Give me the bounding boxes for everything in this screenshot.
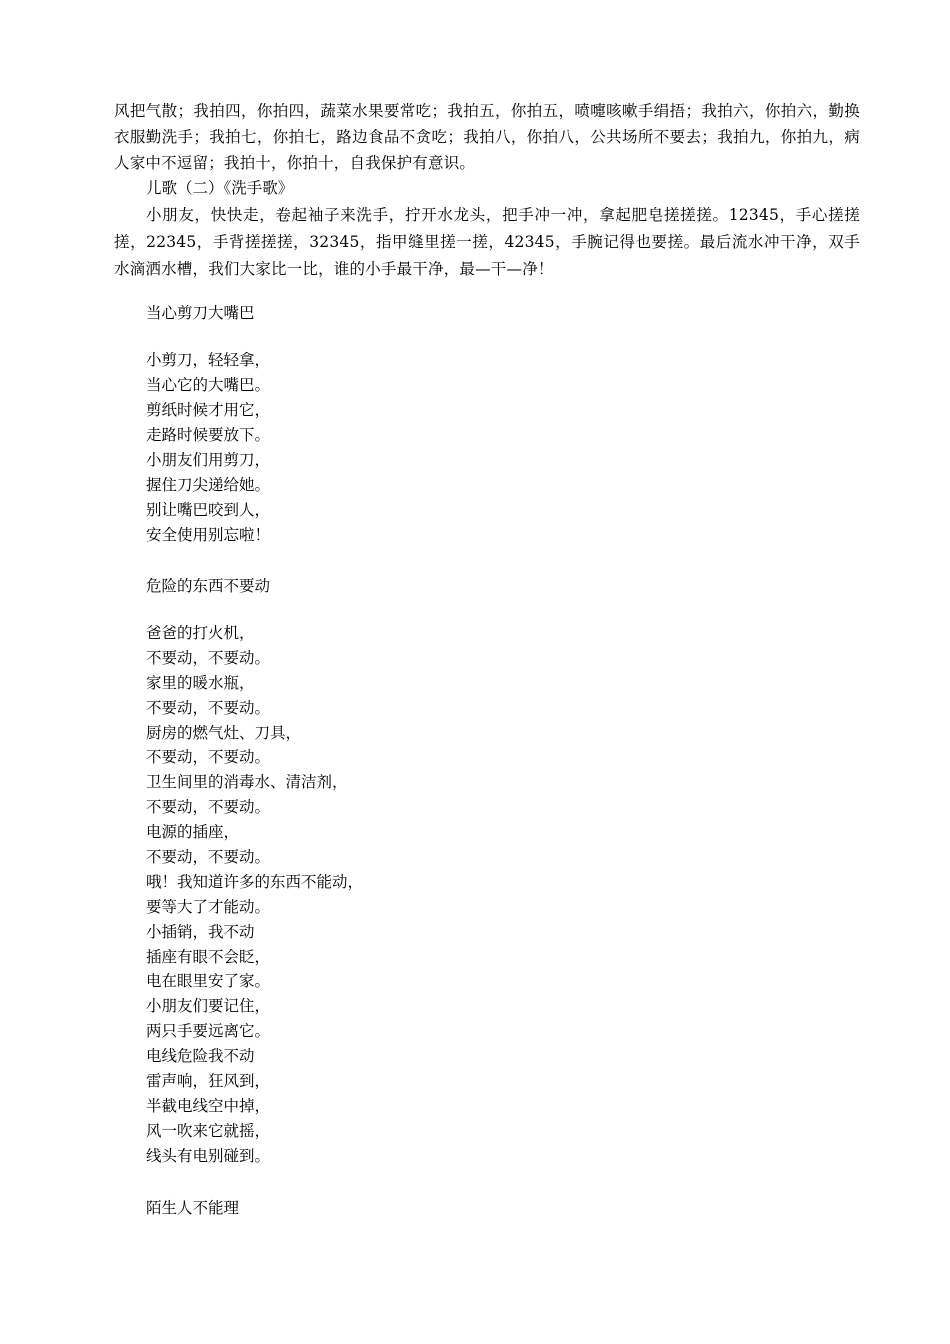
poem-line: 不要动，不要动。 [146, 798, 271, 817]
poem-line: 走路时候要放下。 [146, 426, 271, 444]
poem-line: 线头有电别碰到。 [146, 1146, 271, 1165]
poem-line: 握住刀尖递给她。 [146, 476, 271, 494]
poem-line: 不要动，不要动。 [146, 648, 271, 667]
poem-line: 雷声响，狂风到， [146, 1072, 271, 1091]
song2-title: 儿歌（二）《洗手歌》 [146, 179, 294, 197]
poem-line: 别让嘴巴咬到人， [146, 501, 271, 519]
danger-poem-lines [146, 621, 363, 1169]
poem-line: 半截电线空中掉， [146, 1096, 271, 1115]
poem-line: 电在眼里安了家。 [146, 972, 271, 991]
intro-paragraph: 风把气散；我拍四，你拍四，蔬菜水果要常吃；我拍五，你拍五，喷嚏咳嗽手绢捂；我拍六，你拍六，勤换衣服勤洗手；我拍七，你拍七，路边食品不贪吃；我拍八，你拍八，公共场所不要去；我拍九，你拍九，病人家中不逗留；我拍十，你拍十，自我保护有意识。 [114, 102, 860, 172]
poem-line: 风一吹来它就摇， [146, 1121, 271, 1140]
poem-line: 卫生间里的消毒水、清洁剂， [146, 773, 348, 792]
poem-line: 小剪刀，轻轻拿， [146, 351, 271, 369]
poem-line: 剪纸时候才用它， [146, 401, 271, 419]
poem-line: 不要动，不要动。 [146, 698, 271, 717]
poem-line: 哦！我知道许多的东西不能动， [146, 872, 364, 891]
poem-line: 两只手要远离它。 [146, 1022, 271, 1041]
poem-line: 小朋友们要记住， [146, 997, 271, 1016]
poem-line: 电源的插座， [146, 823, 240, 842]
stranger-poem-title: 陌生人不能理 [146, 1199, 240, 1217]
poem-line: 小朋友们用剪刀， [146, 451, 271, 469]
poem-line: 不要动，不要动。 [146, 848, 271, 867]
poem-line: 不要动，不要动。 [146, 748, 271, 767]
poem-line: 安全使用别忘啦！ [146, 526, 271, 544]
scissors-poem-lines [146, 348, 270, 548]
danger-poem-title: 危险的东西不要动 [146, 577, 271, 595]
poem-line: 家里的暖水瓶， [146, 673, 255, 692]
poem-line: 插座有眼不会眨， [146, 947, 271, 966]
poem-line: 厨房的燃气灶、刀具， [146, 723, 302, 742]
song2-body: 小朋友，快快走，卷起袖子来洗手，拧开水龙头，把手冲一冲，拿起肥皂搓搓搓。12345，手心搓搓搓，22345，手背搓搓搓，32345，指甲缝里搓一搓，42345，手腕记得也要搓。最后流水冲干净，双手水滴洒水槽，我们大家比一比，谁的小手最干净，最—干—净！ [114, 206, 860, 278]
poem-line: 爸爸的打火机， [146, 624, 255, 642]
poem-line: 当心它的大嘴巴。 [146, 376, 271, 394]
scissors-poem-title: 当心剪刀大嘴巴 [146, 304, 255, 322]
poem-line: 小插销，我不动 [146, 922, 255, 941]
poem-line: 电线危险我不动 [146, 1047, 255, 1066]
poem-line: 要等大了才能动。 [146, 897, 271, 916]
